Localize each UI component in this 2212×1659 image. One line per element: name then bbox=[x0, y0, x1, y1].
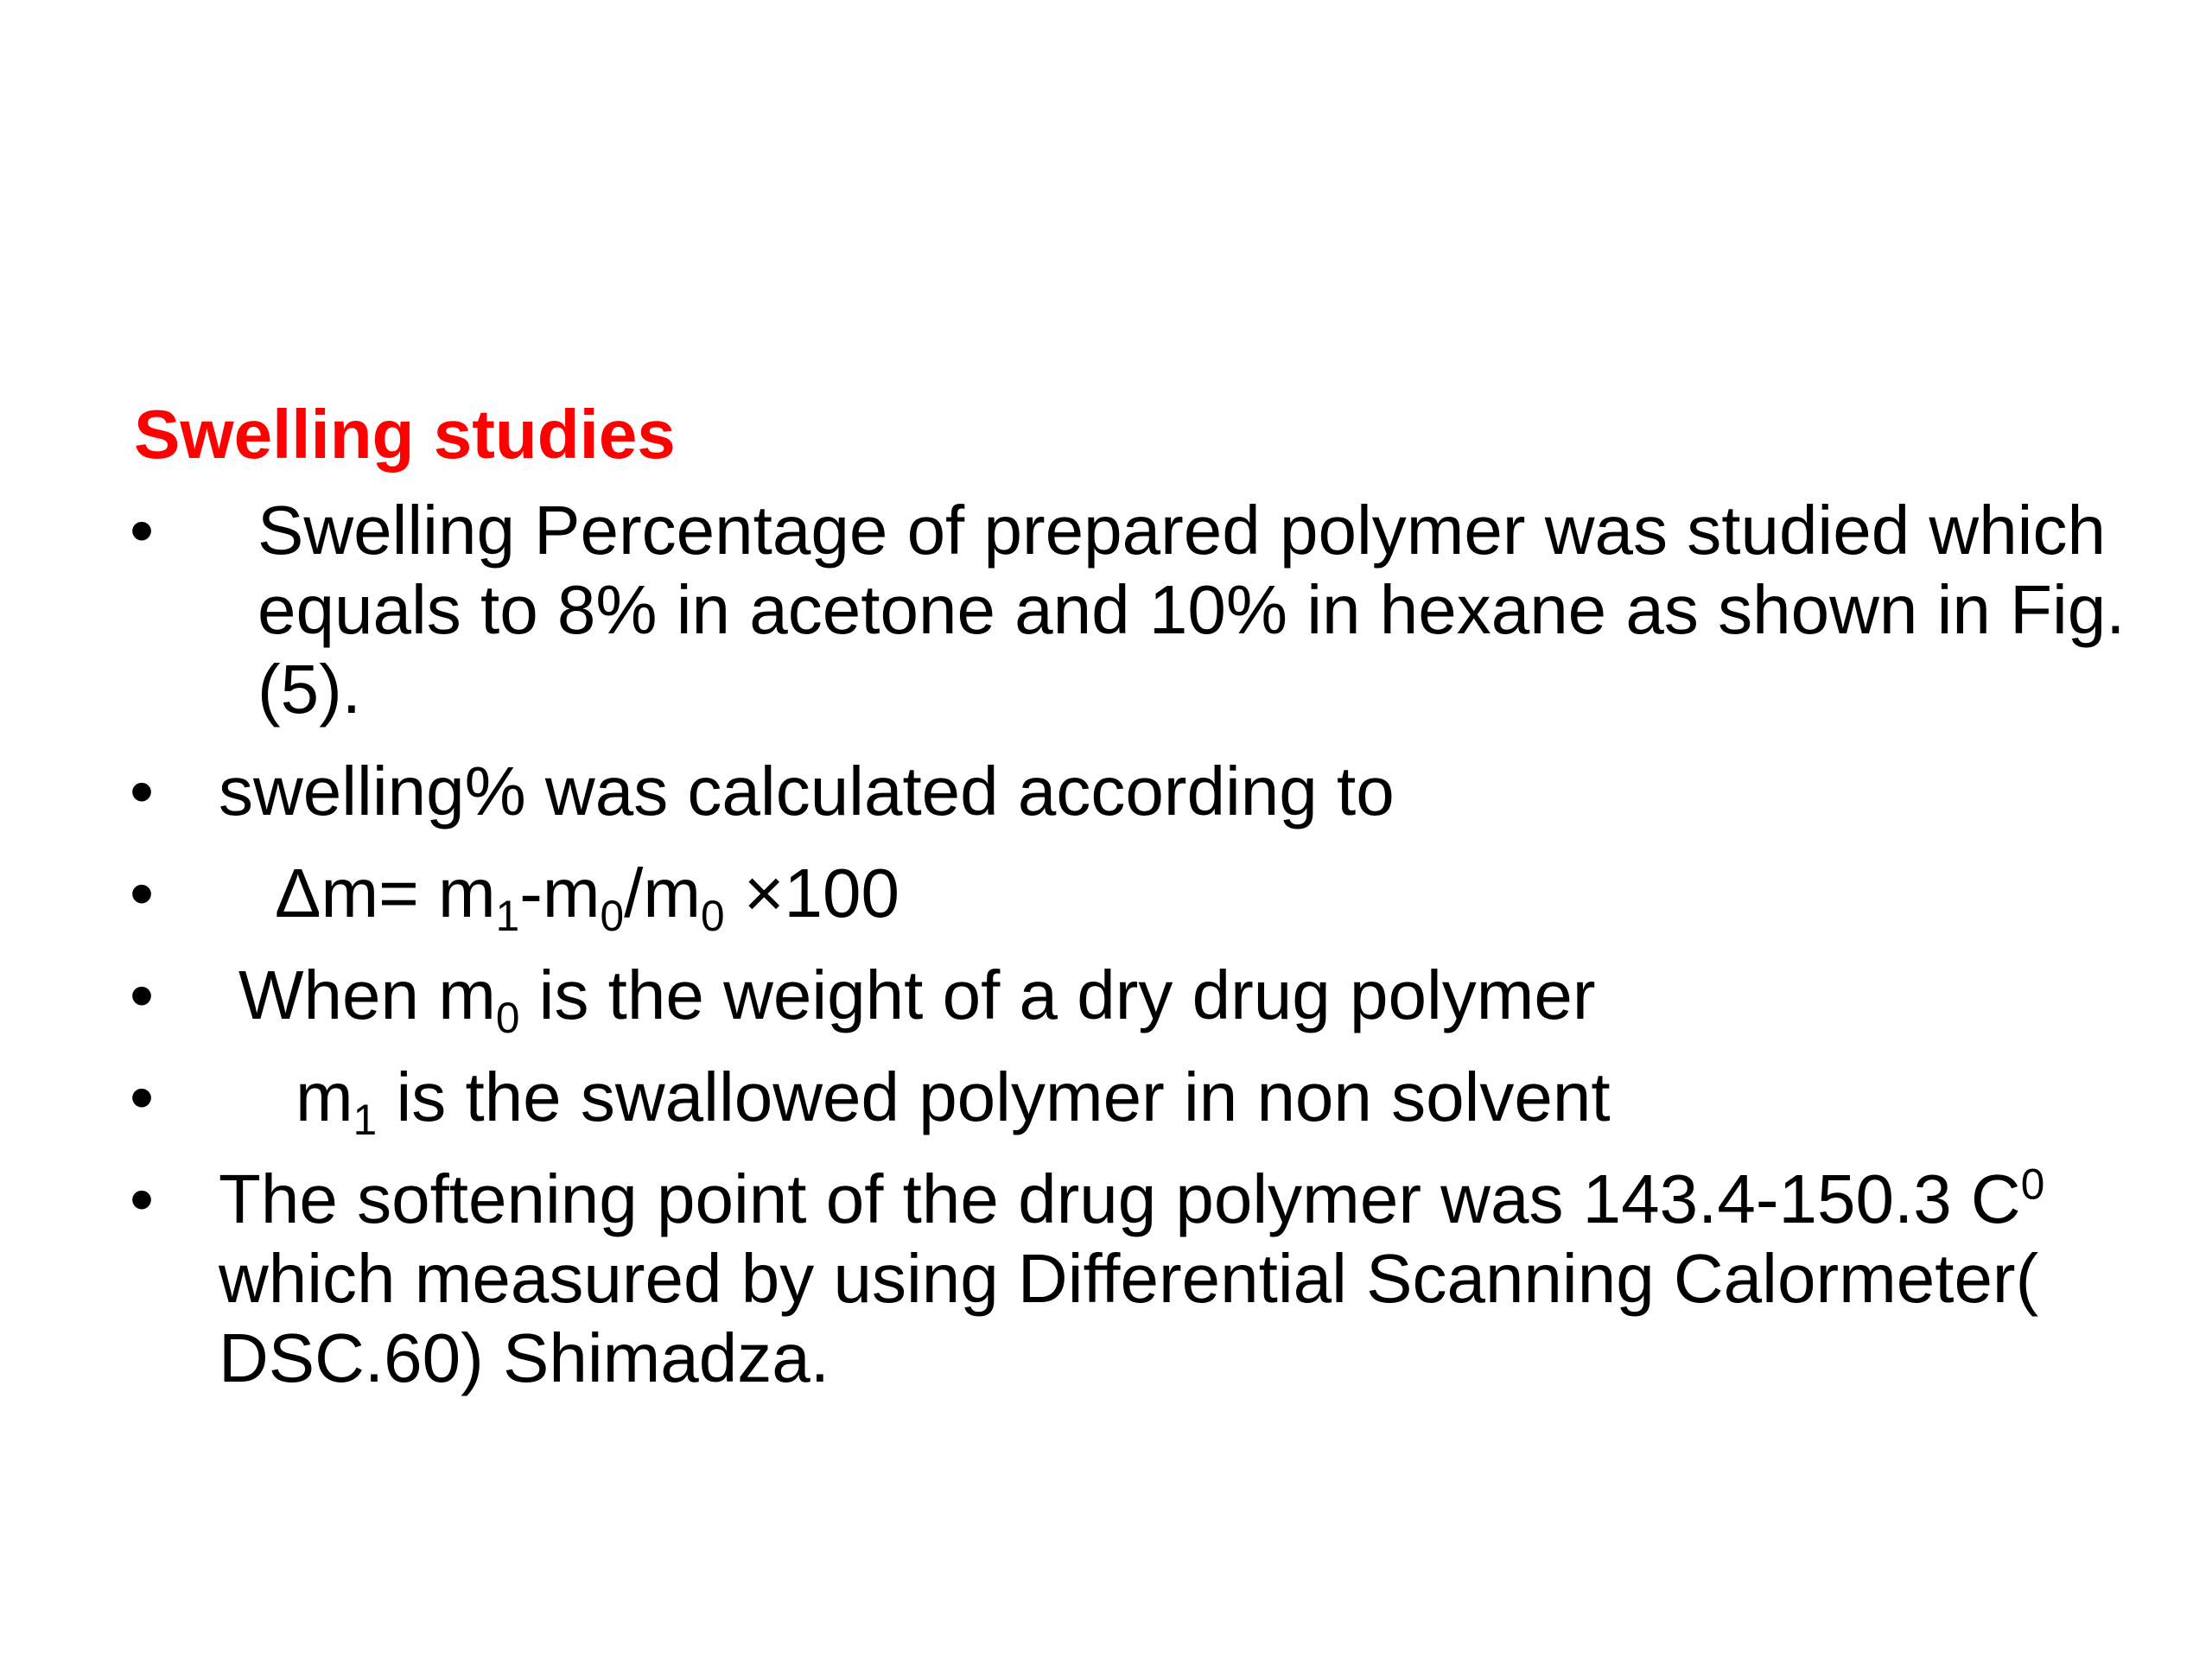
bullet-dot-icon: • bbox=[130, 753, 155, 830]
bullet-list bbox=[130, 491, 2126, 1421]
bullet-text: Swelling Percentage of prepared polymer was studied which equals to 8% in acetone and 10% in hexane as shown in Fig.(5). bbox=[257, 492, 2126, 728]
bullet-dot-icon: • bbox=[130, 1058, 155, 1135]
formula-text: $\Delta m= m_1-m_0/m_0 \times 100$ bbox=[275, 855, 900, 940]
bullet-text: When $m_0$ is the weight of a dry drug polymer bbox=[238, 957, 1596, 1042]
bullet-m1-definition bbox=[130, 1058, 2126, 1144]
bullet-formula bbox=[130, 854, 2126, 940]
slide-heading: Swelling studies bbox=[134, 396, 676, 473]
bullet-calculation-intro bbox=[130, 752, 2126, 831]
bullet-text: swelling% was calculated according to bbox=[219, 753, 1395, 830]
bullet-swelling-percentage bbox=[130, 491, 2126, 729]
bullet-m0-definition bbox=[130, 956, 2126, 1042]
bullet-dot-icon: • bbox=[130, 855, 155, 931]
bullet-dot-icon: • bbox=[130, 492, 155, 569]
bullet-text: $m_1$ is the swallowed polymer in non solvent bbox=[296, 1058, 1611, 1144]
bullet-text: The softening point of the drug polymer was 143.4-150.3 $C^0$ which measured by using Differential Scanning Calormeter( DSC.60) Shimadza. bbox=[219, 1160, 2045, 1396]
bullet-dot-icon: • bbox=[130, 957, 155, 1033]
bullet-dot-icon: • bbox=[130, 1160, 155, 1237]
bullet-softening-point bbox=[130, 1160, 2126, 1398]
